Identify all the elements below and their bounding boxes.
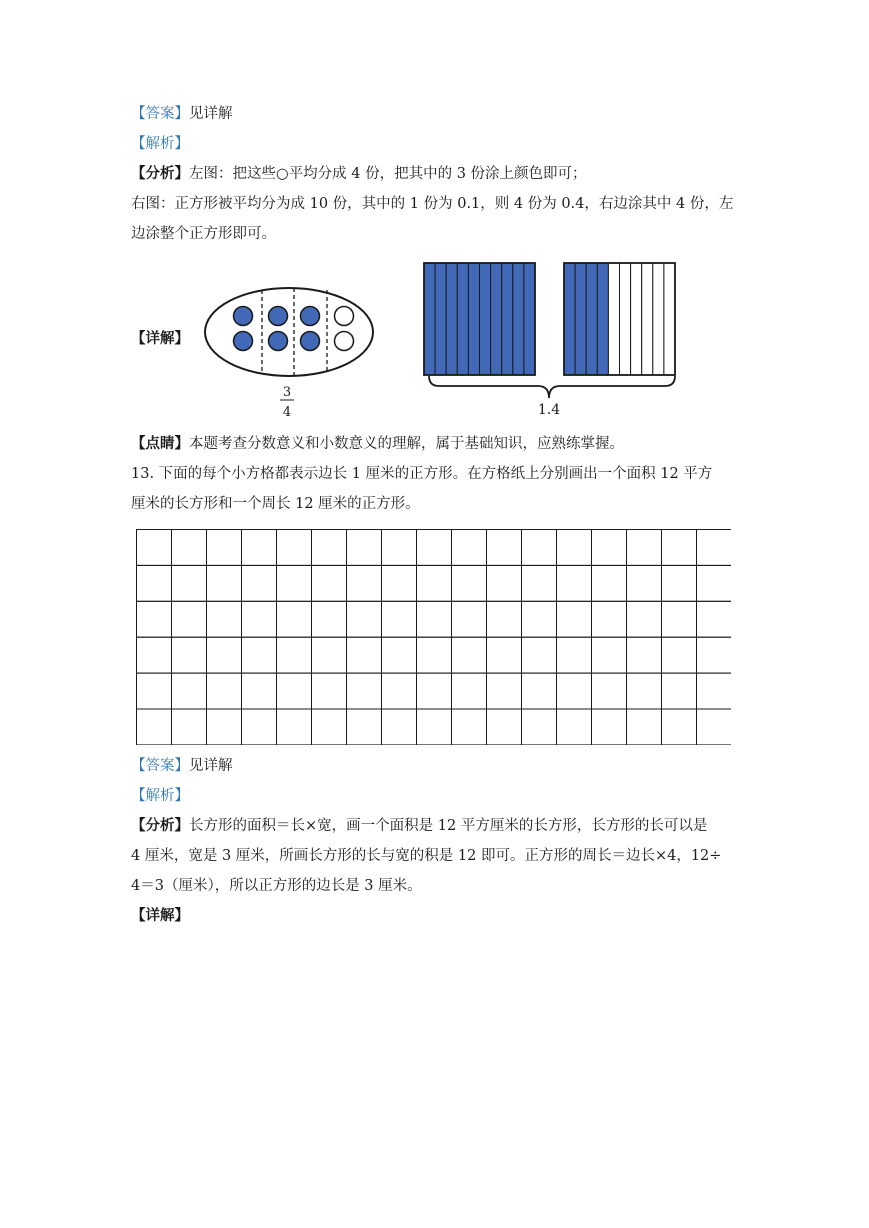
answer-text: 见详解 (189, 106, 233, 122)
shaded-strip (502, 263, 513, 375)
grid-cell (522, 709, 557, 745)
grid-cell (557, 709, 592, 745)
grid-cell (522, 637, 557, 673)
grid-cell (662, 565, 697, 601)
grid-cell (382, 601, 417, 637)
answer-line (131, 756, 233, 776)
grid-cell (312, 673, 347, 709)
question-13-line-1: 13. 下面的每个小方格都表示边长 1 厘米的正方形。在方格纸上分别画出一个面积 12 平方 (131, 466, 713, 482)
shaded-strip (575, 263, 586, 375)
grid-cell (312, 601, 347, 637)
grid-cell (207, 637, 242, 673)
grid-cell (242, 530, 277, 566)
brace (429, 376, 675, 398)
grid-cell (557, 673, 592, 709)
empty-strip (608, 263, 619, 375)
jiexi-line (131, 134, 189, 154)
grid-cell (172, 673, 207, 709)
jiexi-tag: 【解析】 (131, 136, 189, 152)
fenxi-text: 左图：把这些○平均分成 4 份，把其中的 3 份涂上颜色即可； (189, 166, 587, 182)
grid-cell (697, 673, 732, 709)
grid-cell (417, 601, 452, 637)
grid-cell (697, 709, 732, 745)
fraction-denominator: 4 (282, 405, 292, 420)
grid-cell (277, 530, 312, 566)
fenxi-line (131, 816, 707, 836)
xiangjie-tag: 【详解】 (131, 330, 189, 347)
grid-cell (347, 601, 382, 637)
grid-cell (312, 530, 347, 566)
grid-cell (172, 565, 207, 601)
grid-cell (487, 601, 522, 637)
grid-cell (137, 709, 172, 745)
grid-cell (347, 673, 382, 709)
decimal-squares (424, 263, 675, 375)
grid-cell (172, 601, 207, 637)
grid-cell (452, 530, 487, 566)
grid-cell (592, 601, 627, 637)
fenxi-text-1: 长方形的面积＝长×宽，画一个面积是 12 平方厘米的长方形，长方形的长可以是 (189, 818, 708, 834)
grid-cell (172, 530, 207, 566)
fenxi-text-3: 4＝3（厘米），所以正方形的边长是 3 厘米。 (131, 878, 422, 894)
grid-cell (207, 565, 242, 601)
shaded-circle (301, 307, 320, 326)
square-grid (136, 529, 731, 745)
grid-cell (137, 637, 172, 673)
grid-cell (382, 530, 417, 566)
grid-cell (382, 565, 417, 601)
shaded-strip (457, 263, 468, 375)
grid-cell (697, 637, 732, 673)
grid-cell (137, 601, 172, 637)
grid-cell (137, 565, 172, 601)
grid-cell (557, 565, 592, 601)
grid-cell (172, 637, 207, 673)
empty-strip (653, 263, 664, 375)
fenxi-line (131, 164, 587, 184)
grid-cell (382, 673, 417, 709)
shaded-strip (446, 263, 457, 375)
shaded-strip (564, 263, 575, 375)
jiexi-tag: 【解析】 (131, 788, 189, 804)
shaded-circle (269, 307, 288, 326)
grid-cell (557, 637, 592, 673)
shaded-strip (597, 263, 608, 375)
shaded-strip (435, 263, 446, 375)
shaded-circle (234, 307, 253, 326)
grid-cell (452, 709, 487, 745)
fenxi-tag: 【分析】 (131, 165, 189, 182)
grid-cell (242, 673, 277, 709)
grid-cell (242, 637, 277, 673)
grid-cell (522, 565, 557, 601)
shaded-strip (491, 263, 502, 375)
grid-cell (662, 709, 697, 745)
grid-cell (277, 565, 312, 601)
grid-cell (697, 565, 732, 601)
grid-cell (522, 530, 557, 566)
grid-cell (662, 673, 697, 709)
grid-cell (592, 565, 627, 601)
grid-cell (382, 709, 417, 745)
grid-cell (522, 673, 557, 709)
grid-cell (347, 637, 382, 673)
shaded-strip (513, 263, 524, 375)
grid-cell (487, 565, 522, 601)
grid-cell (137, 530, 172, 566)
grid-cell (487, 637, 522, 673)
grid-cell (487, 530, 522, 566)
empty-strip (664, 263, 675, 375)
grid-cell (557, 530, 592, 566)
empty-strip (620, 263, 631, 375)
grid-cell (452, 565, 487, 601)
grid-cell (382, 637, 417, 673)
answer-tag: 【答案】 (131, 758, 189, 774)
shaded-circle (234, 332, 253, 351)
grid-cell (627, 565, 662, 601)
grid-cell (417, 565, 452, 601)
grid-cell (662, 601, 697, 637)
shaded-strip (424, 263, 435, 375)
grid-cell (417, 673, 452, 709)
dianjing-text: 本题考查分数意义和小数意义的理解，属于基础知识，应熟练掌握。 (189, 436, 624, 452)
dianjing-tag: 【点睛】 (131, 435, 189, 452)
fraction-decimal-figure (131, 258, 691, 423)
grid-cell (557, 601, 592, 637)
empty-strip (642, 263, 653, 375)
dianjing-line (131, 434, 624, 454)
circle-group (234, 307, 354, 351)
grid-cell (417, 530, 452, 566)
fenxi-text-2: 4 厘米，宽是 3 厘米，所画长方形的长与宽的积是 12 即可。正方形的周长＝边长×4，12÷ (131, 848, 722, 864)
grid-cell (417, 709, 452, 745)
empty-strip (631, 263, 642, 375)
grid-cell (277, 673, 312, 709)
answer-text: 见详解 (189, 758, 233, 774)
grid-cell (522, 601, 557, 637)
right-figure-line-1: 右图：正方形被平均分为成 10 份，其中的 1 份为 0.1，则 4 份为 0.4，右边涂其中 4 份，左 (131, 196, 734, 212)
grid-cell (452, 601, 487, 637)
fraction-numerator: 3 (282, 385, 292, 400)
grid-cell (242, 601, 277, 637)
decimal-label: 1.4 (537, 402, 561, 418)
jiexi-line (131, 786, 189, 806)
grid-cell (627, 673, 662, 709)
grid-cell (592, 637, 627, 673)
grid-cell (592, 530, 627, 566)
grid-cell (242, 709, 277, 745)
grid-cell (242, 565, 277, 601)
grid-cell (592, 709, 627, 745)
grid-cell (207, 601, 242, 637)
empty-circle (335, 307, 354, 326)
grid-cell (312, 637, 347, 673)
grid-cell (487, 673, 522, 709)
grid-cell (207, 673, 242, 709)
grid-cell (592, 673, 627, 709)
grid-cell (137, 673, 172, 709)
grid-cell (697, 530, 732, 566)
grid-cell (277, 709, 312, 745)
empty-circle (335, 332, 354, 351)
grid-cell (312, 565, 347, 601)
question-13-line-2: 厘米的长方形和一个周长 12 厘米的正方形。 (131, 496, 420, 512)
answer-tag: 【答案】 (131, 106, 189, 122)
grid-cell (487, 709, 522, 745)
grid-cell (697, 601, 732, 637)
fenxi-tag: 【分析】 (131, 817, 189, 834)
grid-cell (277, 637, 312, 673)
grid-cell (347, 565, 382, 601)
grid-cell (627, 709, 662, 745)
grid-cell (662, 637, 697, 673)
grid-cell (627, 601, 662, 637)
grid-cell (627, 637, 662, 673)
shaded-circle (269, 332, 288, 351)
shaded-strip (480, 263, 491, 375)
grid-cell (312, 709, 347, 745)
grid-cell (627, 530, 662, 566)
grid-cell (347, 709, 382, 745)
shaded-strip (524, 263, 535, 375)
shaded-strip (468, 263, 479, 375)
grid-cell (347, 530, 382, 566)
xiangjie-tag: 【详解】 (131, 907, 189, 924)
answer-line (131, 104, 233, 124)
grid-cell (452, 673, 487, 709)
right-figure-line-2: 边涂整个正方形即可。 (131, 226, 276, 242)
grid-cell (277, 601, 312, 637)
shaded-circle (301, 332, 320, 351)
shaded-strip (586, 263, 597, 375)
grid-cell (662, 530, 697, 566)
grid-cell (172, 709, 207, 745)
grid-cell (207, 709, 242, 745)
grid-cell (452, 637, 487, 673)
xiangjie-line (131, 906, 189, 926)
grid-cell (417, 637, 452, 673)
grid-cell (207, 530, 242, 566)
